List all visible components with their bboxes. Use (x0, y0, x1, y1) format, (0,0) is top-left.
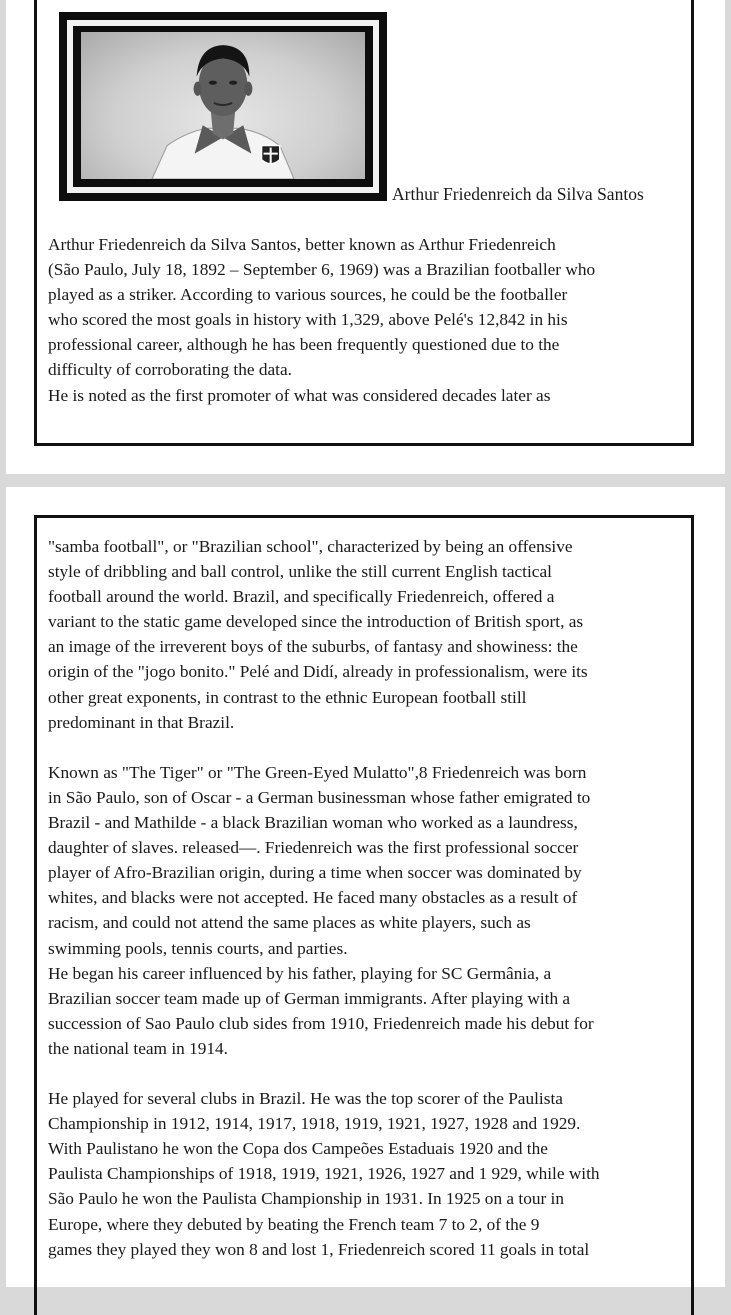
text-line: (São Paulo, July 18, 1892 – September 6, 1969) was a Brazilian footballer who (48, 260, 596, 280)
text-line: Championship in 1912, 1914, 1917, 1918, 1919, 1921, 1927, 1928 and 1929. (48, 1114, 581, 1134)
document-page-2 (6, 487, 725, 1287)
text-line: variant to the static game developed since the introduction of British sport, as (48, 612, 584, 632)
paragraph-break (48, 735, 688, 760)
text-line: Europe, where they debuted by beating the French team 7 to 2, of the 9 (48, 1214, 540, 1234)
text-line: difficulty of corroborating the data. (48, 360, 292, 380)
text-line: Paulista Championships of 1918, 1919, 1921, 1926, 1927 and 1 929, while with (48, 1164, 600, 1184)
text-line: He began his career influenced by his father, playing for SC Germânia, a (48, 963, 552, 983)
text-line: player of Afro-Brazilian origin, during a time when soccer was dominated by (48, 863, 582, 883)
text-line: succession of Sao Paulo club sides from 1910, Friedenreich made his debut for (48, 1013, 594, 1033)
text-line: games they played they won 8 and lost 1, Friedenreich scored 11 goals in total (48, 1239, 590, 1259)
portrait-photo-frame (59, 12, 387, 201)
text-line: With Paulistano he won the Copa dos Campeões Estaduais 1920 and the (48, 1139, 548, 1159)
text-line: He played for several clubs in Brazil. He was the top scorer of the Paulista (48, 1089, 563, 1109)
text-line: São Paulo he won the Paulista Championship in 1931. In 1925 on a tour in (48, 1189, 564, 1209)
text-line: played as a striker. According to various sources, he could be the footballer (48, 285, 568, 305)
text-line: Brazil - and Mathilde - a black Brazilian woman who worked as a laundress, (48, 813, 578, 833)
text-line: "samba football", or "Brazilian school", characterized by being an offensive (48, 537, 573, 556)
page-2-body-text (48, 534, 688, 1262)
text-line: origin of the "jogo bonito." Pelé and Didí, already in professionalism, were its (48, 662, 588, 682)
page-2-border-frame (34, 515, 694, 1315)
text-line: football around the world. Brazil, and specifically Friedenreich, offered a (48, 587, 555, 607)
text-line: style of dribbling and ball control, unlike the still current English tactical (48, 562, 552, 582)
text-line: daughter of slaves. released—. Friedenreich was the first professional soccer (48, 838, 579, 858)
page-1-body-text (48, 232, 688, 408)
text-line: Brazilian soccer team made up of German immigrants. After playing with a (48, 988, 571, 1008)
text-line: the national team in 1914. (48, 1038, 228, 1058)
text-line: predominant in that Brazil. (48, 712, 235, 732)
photo-caption: Arthur Friedenreich da Silva Santos (392, 184, 644, 204)
text-line: Arthur Friedenreich da Silva Santos, better known as Arthur Friedenreich (48, 235, 556, 254)
text-line: swimming pools, tennis courts, and parties. (48, 938, 348, 958)
text-line: racism, and could not attend the same places as white players, such as (48, 913, 531, 933)
text-line: Known as "The Tiger" or "The Green-Eyed Mulatto",8 Friedenreich was born (48, 762, 587, 782)
page-1-border-frame (34, 0, 694, 446)
text-line: He is noted as the first promoter of what was considered decades later as (48, 385, 551, 405)
paragraph-break (48, 1061, 688, 1086)
portrait-illustration (81, 32, 365, 179)
text-line: who scored the most goals in history with 1,329, above Pelé's 12,842 in his (48, 310, 568, 330)
text-line: an image of the irreverent boys of the suburbs, of fantasy and showiness: the (48, 637, 578, 657)
text-line: whites, and blacks were not accepted. He faced many obstacles as a result of (48, 888, 578, 908)
document-page-1 (6, 0, 725, 474)
text-line: in São Paulo, son of Oscar - a German businessman whose father emigrated to (48, 787, 591, 807)
text-line: other great exponents, in contrast to the ethnic European football still (48, 687, 527, 707)
text-line: professional career, although he has been frequently questioned due to the (48, 335, 560, 355)
portrait-photo (81, 32, 365, 179)
